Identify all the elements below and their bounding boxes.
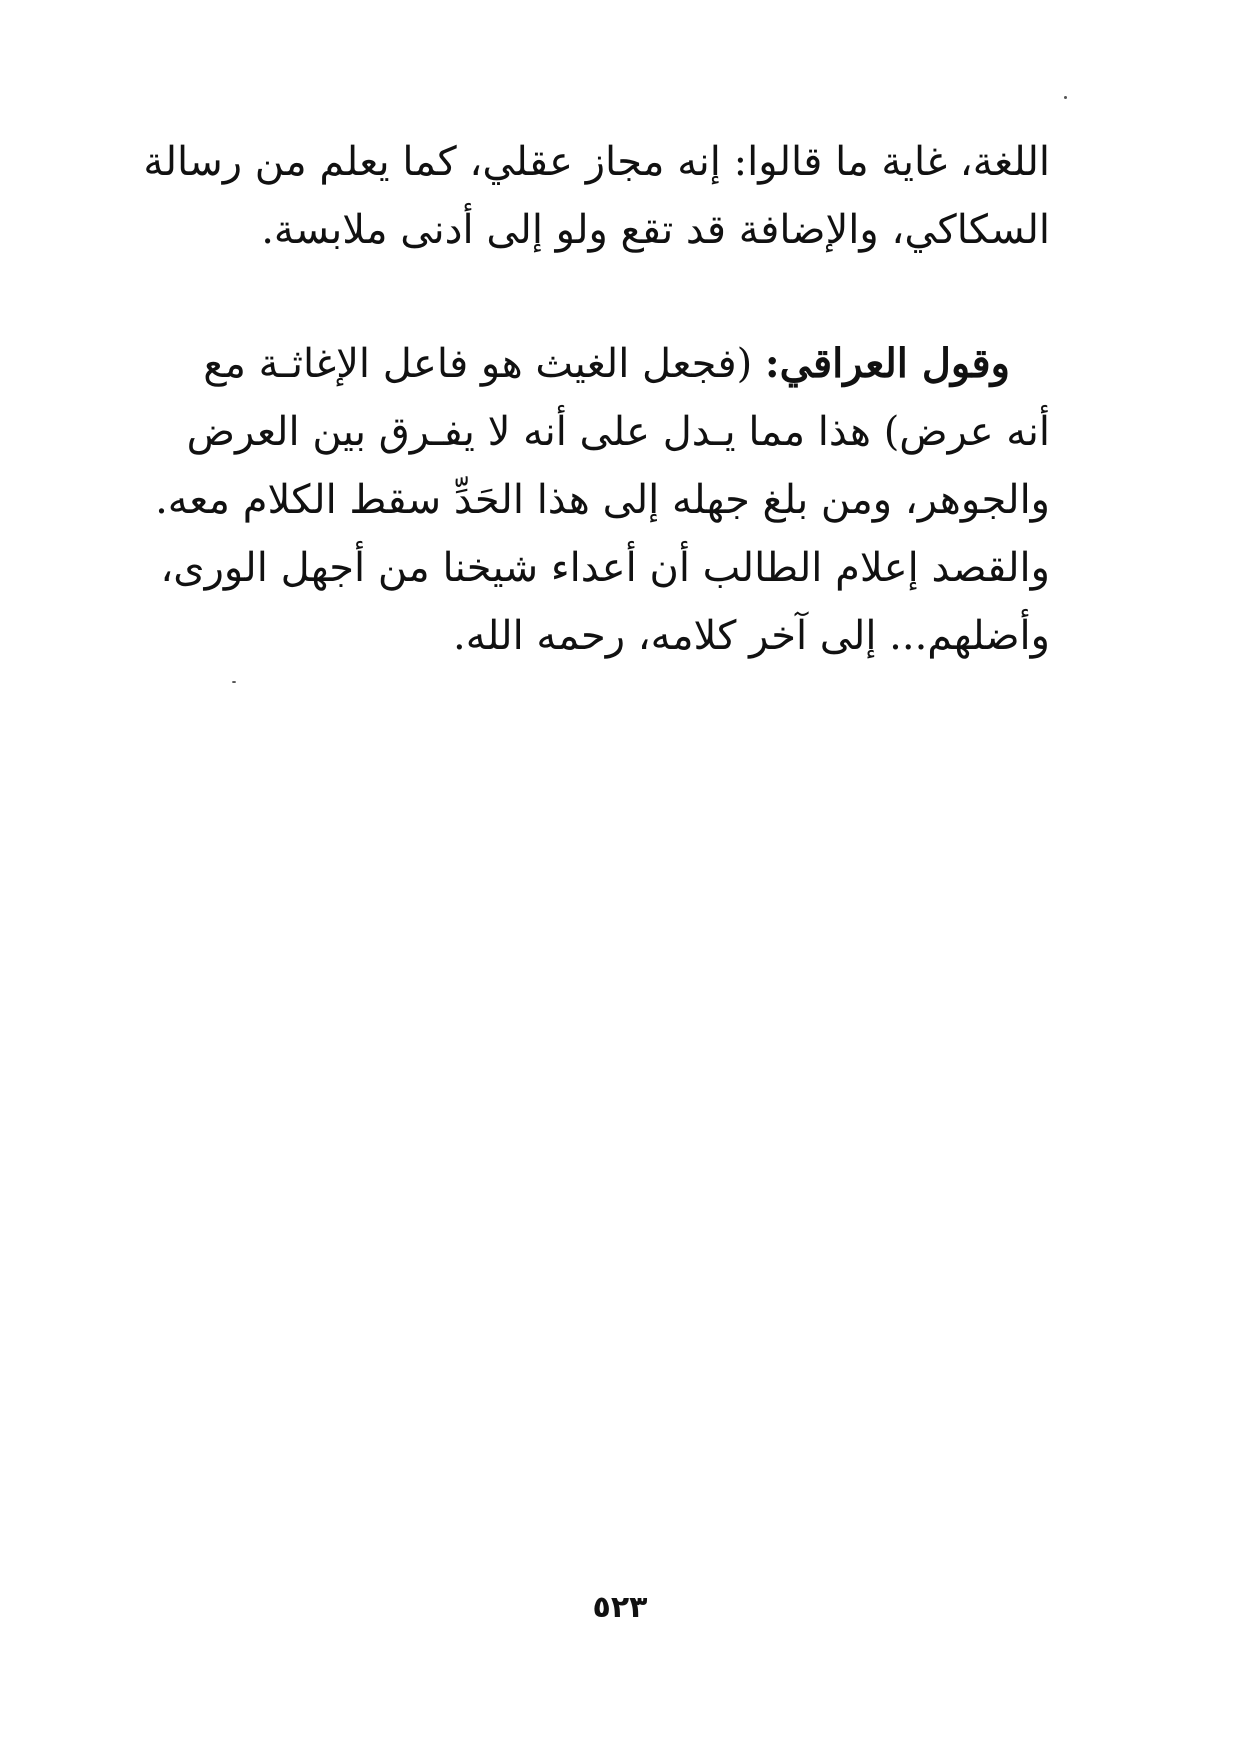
paragraph-1-line-1: اللغة، غاية ما قالوا: إنه مجاز عقلي، كما يعلم من رسالة [143,139,1050,185]
paragraph-2-line-3: والجوهر، ومن بلغ جهله إلى هذا الحَدِّ سقط الكلام معه. [155,477,1050,523]
paragraph-2-indent [1010,341,1050,387]
paragraph-1 [120,128,1050,264]
paragraph-2-line-1-text: (فجعل الغيث هو فاعل الإغاثـة مع [203,341,765,387]
page-number: ٥٢٣ [592,1590,648,1625]
quoted-author-lead: وقول العراقي: [764,340,1010,387]
scan-speck [232,681,236,683]
paragraph-2 [120,330,1050,670]
paragraph-2-line-1 [120,330,1050,398]
paragraph-2-line-2: أنه عرض) هذا مما يـدل على أنه لا يفـرق بين العرض [186,409,1050,455]
paragraph-1-line-2: السكاكي، والإضافة قد تقع ولو إلى أدنى ملابسة. [261,207,1050,253]
scan-speck [1064,96,1067,99]
paragraph-2-line-5: وأضلهم... إلى آخر كلامه، رحمه الله. [453,613,1050,659]
paragraph-2-line-4: والقصد إعلام الطالب أن أعداء شيخنا من أجهل الورى، [160,545,1050,591]
